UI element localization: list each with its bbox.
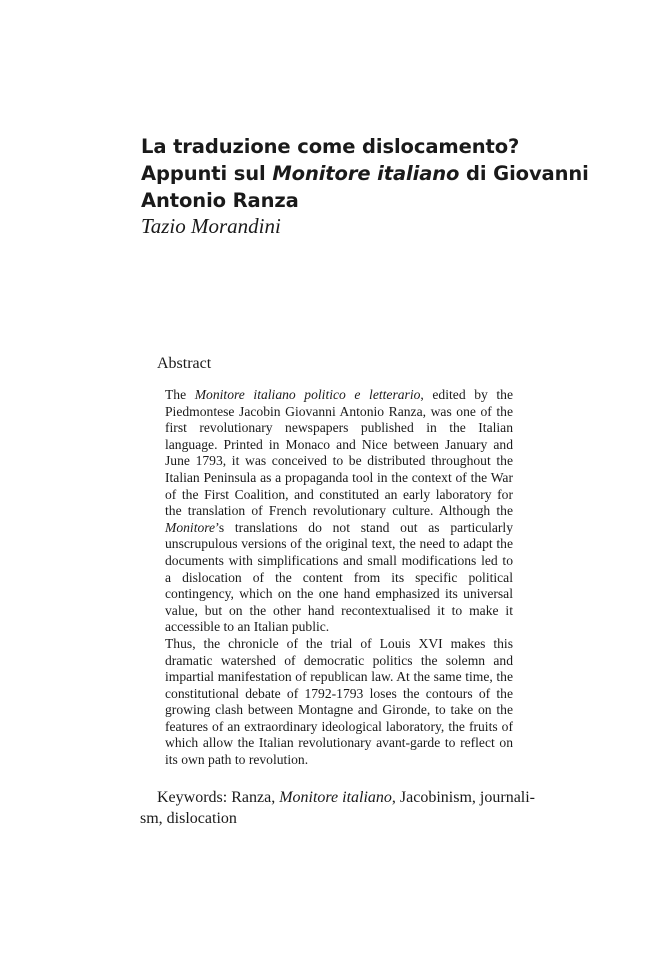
keywords-list: , Jacobinism, journali-sm, dislocation (140, 789, 536, 827)
title-line-3: Antonio Ranza (141, 189, 299, 212)
abstract-paragraph-2: Thus, the chronicle of the trial of Louis XVI makes this dramatic watershed of democratic politics the solemn and impartial manifestation of republican law. At the same time, the constitutional debate of 1792-1793 loses the contours of the growing clash between Montagne and Gironde, to take on the features of an extraordinary ideological laboratory, the fruits of which allow the Italian revolutionary avant-garde to reflect on its own path to revolution. (165, 635, 513, 768)
keywords-label: Keywords: Ranza, (157, 789, 280, 806)
abstract-italic-text: Monitore (165, 519, 216, 535)
abstract-heading: Abstract (157, 355, 212, 372)
abstract-text: The (165, 387, 195, 402)
abstract-italic-text: Monitore italiano politico e letterario (194, 387, 421, 402)
title-line-2-pre: Appunti sul (141, 162, 273, 185)
abstract-paragraph-1 (165, 387, 513, 636)
abstract-text: ’s translations do not stand out as particularly unscrupulous versions of the original text, the need to adapt the documents with simplifications and small modifications led to a dislocation of the content from its specific political contingency, which on the one hand emphasized its universal value, but on the other hand recontextualised it to make it accessible to an Italian public. (165, 519, 513, 635)
author-name: Tazio Morandini (141, 214, 281, 238)
keywords-italic: Monitore italiano (279, 789, 392, 806)
title-line-2-italic: Monitore italiano (272, 162, 460, 185)
title-line-1: La traduzione come dislocamento? (141, 135, 520, 158)
article-title (141, 133, 589, 214)
keywords (140, 787, 542, 829)
title-line-2-post: di Giovanni (459, 162, 589, 185)
abstract-body (165, 387, 513, 769)
abstract-text: , edited by the Piedmontese Jacobin Giovanni Antonio Ranza, was one of the first revolutionary newspapers published in the Italian language. Printed in Monaco and Nice between January and June 1793, it was conceived to be distributed throughout the Italian Peninsula as a propaganda tool in the context of the War of the First Coalition, and constituted an early laboratory for the translation of French revolutionary culture. Although the (165, 387, 513, 519)
title-line-2 (141, 160, 589, 187)
